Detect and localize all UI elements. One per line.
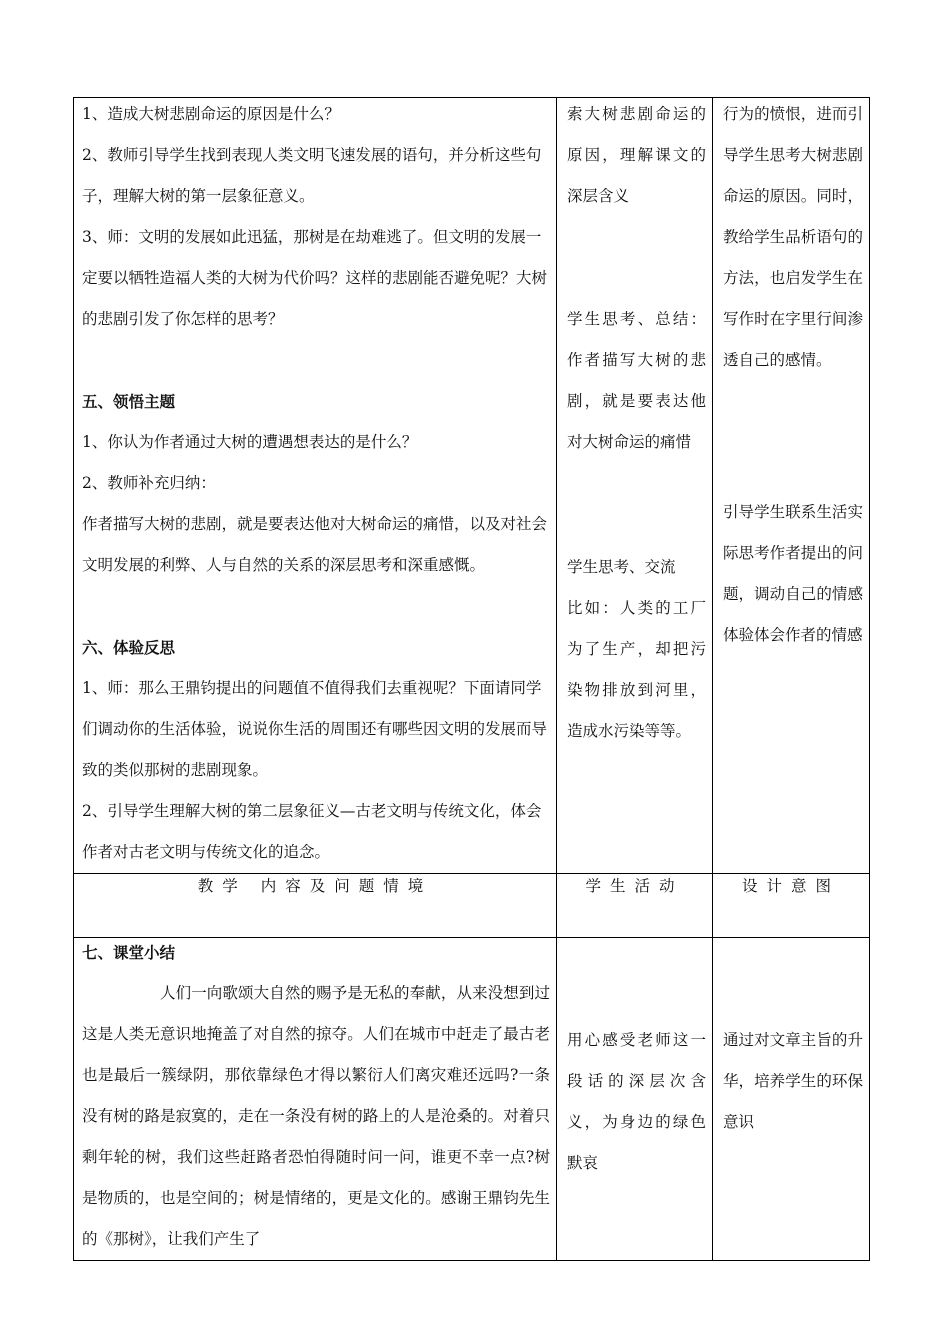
- question-3: 3、师：文明的发展如此迅猛，那树是在劫难逃了。但文明的发展一定要以牺牲造福人类的大树为代价吗？这样的悲剧能否避免呢？大树的悲剧引发了你怎样的思考？: [82, 228, 548, 328]
- header-content: 教学 内容及问题情境: [74, 874, 557, 938]
- section-6-question-2: 2、引导学生理解大树的第二层象征义—古老文明与传统文化，体会作者对古老文明与传统文化的追念。: [82, 802, 542, 861]
- section-5-question-2: 2、教师补充归纳：: [82, 474, 216, 492]
- header-row: [74, 874, 870, 938]
- summary-content-cell: [74, 938, 557, 1261]
- content-row-upper: [74, 98, 870, 874]
- student-activity-cell: [557, 98, 713, 874]
- section-6-question-1: 1、师：那么王鼎钧提出的问题值不值得我们去重视呢？下面请同学们调动你的生活体验，说说你生活的周围还有哪些因文明的发展而导致的类似那树的悲剧现象。: [82, 679, 548, 779]
- lesson-plan-table: [73, 97, 870, 1261]
- question-1: 1、造成大树悲剧命运的原因是什么？: [82, 105, 340, 123]
- section-5-question-1: 1、你认为作者通过大树的遭遇想表达的是什么？: [82, 433, 418, 451]
- activity-3-title: 学生思考、交流: [567, 558, 676, 576]
- section-6-title: 六、体验反思: [82, 638, 176, 657]
- question-2: 2、教师引导学生找到表现人类文明飞速发展的语句，并分析这些句子，理解大树的第一层象征意义。: [82, 146, 542, 205]
- section-5-summary: 作者描写大树的悲剧，就是要表达他对大树命运的痛惜，以及对社会文明发展的利弊、人与自然的关系的深层思考和深重感慨。: [82, 515, 548, 574]
- summary-activity-cell: [557, 938, 713, 1261]
- section-7-text: 人们一向歌颂大自然的赐予是无私的奉献，从来没想到过这是人类无意识地掩盖了对自然的掠夺。人们在城市中赶走了最古老也是最后一簇绿阴，那依靠绿色才得以繁衍人们离灾难还远吗?一条没有树的路是寂寞的，走在一条没有树的路上的人是沧桑的。对着只剩年轮的树，我们这些赶路者恐怕得随时问一问，谁更不幸一点?树是物质的，也是空间的；树是情绪的，更是文化的。感谢王鼎钧先生的《那树》，让我们产生了: [82, 984, 550, 1248]
- spacer: [74, 586, 556, 627]
- content-row-lower: [74, 938, 870, 1261]
- spacer: [74, 340, 556, 381]
- section-7-title: 七、课堂小结: [82, 943, 176, 962]
- intent-1: 行为的愤恨，进而引导学生思考大树悲剧命运的原因。同时，教给学生品析语句的方法，也启发学生在写作时在字里行间渗透自己的感情。: [723, 105, 863, 369]
- activity-1: 索大树悲剧命运的原因，理解课文的深层含义: [567, 105, 706, 205]
- header-activity: 学生活动: [557, 874, 713, 938]
- summary-activity: 用心感受老师这一段话的深层次含义，为身边的绿色默哀: [567, 1031, 706, 1172]
- teaching-content-cell: [74, 98, 557, 874]
- intent-2: 引导学生联系生活实际思考作者提出的问题，调动自己的情感体验体会作者的情感: [723, 503, 863, 644]
- activity-2: 学生思考、总结：作者描写大树的悲剧，就是要表达他对大树命运的痛惜: [567, 310, 706, 451]
- design-intent-cell: [713, 98, 870, 874]
- section-5-title: 五、领悟主题: [82, 392, 176, 411]
- header-intent: 设计意图: [713, 874, 870, 938]
- summary-intent-cell: [713, 938, 870, 1261]
- activity-3-example: 比如：人类的工厂为了生产，却把污染物排放到河里，造成水污染等等。: [567, 599, 706, 740]
- summary-intent: 通过对文章主旨的升华，培养学生的环保意识: [723, 1031, 863, 1131]
